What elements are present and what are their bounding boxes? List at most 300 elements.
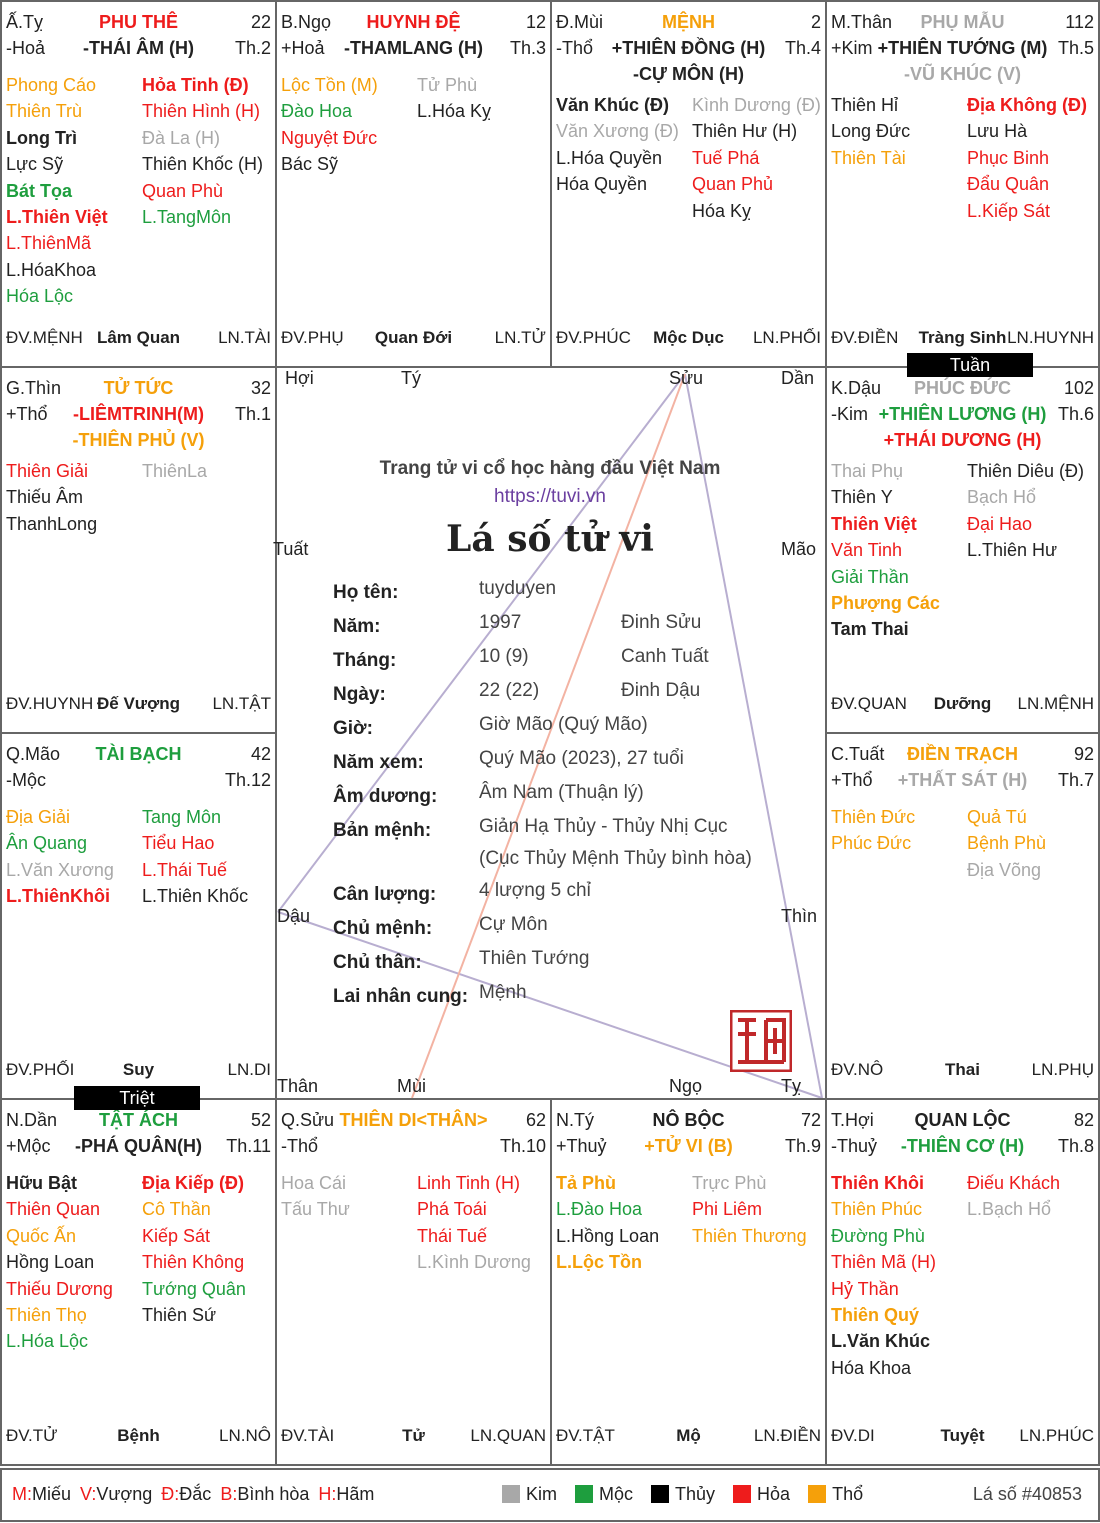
palace-footer — [281, 328, 546, 350]
star-item: Đường Phù — [831, 1225, 925, 1246]
star-item: Thai Phụ — [831, 461, 904, 481]
palace-header-left: -Mộc — [6, 770, 46, 790]
star-column — [6, 72, 142, 310]
palace-header-right: Th.1 — [234, 404, 271, 424]
star-column — [967, 458, 1100, 564]
star-item: Giải Thần — [831, 566, 909, 587]
palace-footer-right: LN.ĐIỀN — [753, 1426, 821, 1445]
legend-b-text: Bình hòa — [237, 1484, 310, 1504]
palace-q-mao — [0, 732, 277, 1100]
tuan-tag: Tuần — [907, 353, 1033, 377]
star-column — [967, 804, 1100, 883]
star-item: Địa Kiếp (Đ) — [142, 1173, 245, 1193]
palace-footer-right: LN.HUYNH — [1007, 328, 1094, 347]
star-item: Phượng Các — [831, 592, 940, 613]
color-swatch-icon — [502, 1485, 520, 1503]
info-value: Đinh Sửu — [621, 612, 702, 633]
legend-m-key: M: — [12, 1484, 32, 1504]
branch-suu: Sửu — [669, 368, 704, 388]
legend-element-name: Mộc — [599, 1484, 634, 1504]
palace-header-center: +THIÊN LƯƠNG (H) — [878, 404, 1047, 424]
info-label: Năm xem: — [333, 752, 424, 773]
palace-header-left: -Thổ — [556, 38, 594, 58]
star-column — [6, 1170, 142, 1355]
palace-header-center: +THIÊN ĐỒNG (H) — [611, 38, 766, 58]
star-item: Phục Binh — [967, 147, 1050, 168]
info-value: (Cục Thủy Mệnh Thủy bình hòa) — [479, 848, 752, 869]
star-item: Thiên Thọ — [6, 1304, 87, 1325]
palace-header-left: G.Thìn — [6, 378, 62, 398]
star-item: L.Bạch Hổ — [967, 1199, 1052, 1220]
palace-header-left: +Thổ — [6, 404, 48, 424]
star-item: Thiên Không — [142, 1252, 245, 1273]
palace-c-tuat — [825, 732, 1100, 1100]
palace-header-right: 82 — [1073, 1110, 1094, 1130]
star-item: Bác Sỹ — [281, 154, 339, 175]
palace-header-center: +TỬ VI (B) — [644, 1136, 733, 1156]
palace-footer-center: Tử — [402, 1426, 425, 1445]
star-item: ThanhLong — [6, 513, 98, 534]
star-item: Linh Tinh (H) — [417, 1173, 521, 1193]
star-item: Thiên Việt — [831, 513, 917, 534]
palace-header-right: 32 — [250, 378, 271, 398]
palace-header-center: -THÁI ÂM (H) — [83, 38, 194, 58]
palace-header-right: 52 — [250, 1110, 271, 1130]
star-column — [142, 72, 277, 230]
star-item: Kình Dương (Đ) — [692, 95, 821, 115]
star-item: Quan Phủ — [692, 174, 774, 195]
star-item: Tang Môn — [142, 807, 222, 827]
star-item: L.Hồng Loan — [556, 1225, 660, 1246]
palace-header-left: +Thổ — [831, 770, 873, 790]
info-value: Mệnh — [479, 982, 527, 1003]
palace-footer-right: LN.TÀI — [218, 328, 271, 347]
palace-footer-left: ĐV.PHÚC — [556, 328, 631, 347]
star-item: Kiếp Sát — [142, 1225, 211, 1246]
palace-header-center: MỆNH — [662, 12, 715, 32]
palace-header-right: Th.4 — [784, 38, 821, 58]
info-value: tuyduyen — [479, 578, 557, 599]
info-label: Bản mệnh: — [333, 820, 432, 841]
palace-footer-left: ĐV.ĐIỀN — [831, 328, 899, 347]
palace-footer-center: Bệnh — [117, 1426, 160, 1445]
star-item: L.Hóa Lộc — [6, 1331, 89, 1352]
branch-mao: Mão — [781, 539, 817, 559]
info-label: Ngày: — [333, 684, 386, 705]
palace-header-right: 2 — [810, 12, 821, 32]
palace-header-center: PHÚC ĐỨC — [914, 378, 1011, 398]
palace-header-center: -CỰ MÔN (H) — [633, 64, 744, 84]
star-column — [831, 804, 967, 857]
star-column — [417, 72, 552, 125]
palace-header-right: 62 — [525, 1110, 546, 1130]
star-item: Quan Phù — [142, 180, 224, 201]
star-item: Tam Thai — [831, 619, 909, 640]
palace-footer — [556, 1426, 821, 1448]
star-item: Địa Võng — [967, 859, 1042, 880]
legend-m-text: Miếu — [32, 1484, 72, 1504]
legend-h-key: H: — [318, 1484, 337, 1504]
palace-footer-left: ĐV.TẬT — [556, 1426, 615, 1445]
info-value: Cự Môn — [479, 914, 548, 935]
star-item: Hữu Bật — [6, 1173, 78, 1193]
palace-footer-left: ĐV.TÀI — [281, 1426, 335, 1445]
palace-header-left: N.Dần — [6, 1110, 58, 1130]
palace-footer-left: ĐV.TỬ — [6, 1426, 58, 1445]
star-item: Thiên Trù — [6, 101, 83, 122]
palace-header-right: Th.12 — [224, 770, 271, 790]
palace-footer-right: LN.PHỐI — [752, 328, 821, 347]
palace-header-right: 42 — [250, 744, 271, 764]
star-item: L.Hóa Kỵ — [417, 101, 492, 122]
star-item: L.Thái Tuế — [142, 859, 228, 880]
palace-header-right: 22 — [250, 12, 271, 32]
star-column — [967, 1170, 1100, 1223]
palace-header-right: 72 — [800, 1110, 821, 1130]
info-value: 22 (22) — [479, 680, 540, 701]
star-column — [692, 1170, 827, 1249]
info-value: 1997 — [479, 612, 522, 633]
triet-tag: Triệt — [74, 1086, 200, 1110]
chart-number: Lá số #40853 — [972, 1484, 1082, 1504]
star-item: Lộc Tồn (M) — [281, 75, 378, 95]
star-item: Thiên Diêu (Đ) — [967, 461, 1085, 481]
palace-header-center: +THÁI DƯƠNG (H) — [883, 430, 1042, 450]
star-column — [556, 1170, 692, 1276]
legend-v-key: V: — [80, 1484, 97, 1504]
legend-elements — [502, 1484, 881, 1505]
star-item: L.Thiên Khốc — [142, 886, 249, 907]
palace-header-center: +THẤT SÁT (H) — [897, 770, 1028, 790]
star-item: Văn Khúc (Đ) — [556, 95, 670, 115]
palace-header-left: Q.Sửu — [281, 1110, 335, 1130]
palace-footer-center: Mộc Dục — [653, 328, 724, 347]
star-item: L.Thiên Việt — [6, 206, 108, 227]
star-item: Thiên Giải — [6, 461, 89, 481]
palace-header-right: Th.11 — [226, 1136, 271, 1156]
palace-footer-right: LN.NÔ — [219, 1426, 271, 1445]
star-item: Đà La (H) — [142, 127, 221, 148]
star-item: Long Đức — [831, 121, 911, 142]
palace-footer — [556, 328, 821, 350]
palace-footer-right: LN.PHÚC — [1019, 1426, 1094, 1445]
palace-header-center: PHU THÊ — [98, 12, 178, 32]
info-label: Lai nhân cung: — [333, 986, 469, 1007]
palace-at-ty — [0, 0, 277, 368]
palace-header-center: NÔ BỘC — [652, 1110, 725, 1130]
palace-t-hoi — [825, 1098, 1100, 1466]
palace-footer-right: LN.DI — [227, 1060, 271, 1079]
palace-footer-left: ĐV.PHỤ — [281, 328, 344, 347]
palace-header-left: -Thuỷ — [831, 1136, 878, 1156]
star-item: Tiểu Hao — [142, 833, 215, 854]
star-item: Lực Sỹ — [6, 154, 64, 175]
palace-footer-center: Dưỡng — [933, 694, 992, 713]
legend-element-name: Hỏa — [757, 1484, 791, 1504]
palace-header-right: Th.3 — [509, 38, 546, 58]
palace-header-center: -THAMLANG (H) — [344, 38, 483, 58]
star-item: Bạch Hổ — [967, 487, 1037, 508]
palace-header-left: -Kim — [831, 404, 868, 424]
star-item: Tử Phù — [417, 75, 478, 95]
star-item: Thiên Hư (H) — [692, 121, 798, 142]
palace-footer-right: LN.TẬT — [212, 694, 271, 713]
palace-header-left: K.Dậu — [831, 378, 882, 398]
palace-header-center: THIÊN DI<THÂN> — [339, 1110, 488, 1130]
palace-header-center: +THIÊN TƯỚNG (M) — [877, 38, 1048, 58]
info-value: Thiên Tướng — [479, 948, 590, 969]
legend-b-key: B: — [220, 1484, 238, 1504]
palace-header-center: HUYNH ĐỆ — [366, 12, 461, 32]
palace-header-center: TẬT ÁCH — [99, 1110, 178, 1130]
star-item: L.ThiênMã — [6, 233, 92, 254]
legend-element — [651, 1484, 715, 1504]
palace-header-right: 112 — [1065, 12, 1094, 32]
site-url-link[interactable]: https://tuvi.vn — [494, 486, 606, 507]
star-column — [6, 804, 142, 910]
legend-element-name: Thủy — [675, 1484, 716, 1504]
legend-element — [502, 1484, 557, 1504]
palace-footer-right: LN.TỬ — [494, 328, 546, 347]
star-item: Phi Liêm — [692, 1199, 763, 1220]
star-item: Cô Thần — [142, 1199, 211, 1220]
palace-header-right: Th.8 — [1057, 1136, 1094, 1156]
star-item: Nguyệt Đức — [281, 127, 378, 148]
legend-strength — [12, 1484, 374, 1505]
seal-icon — [730, 1010, 792, 1072]
star-item: Hóa Quyền — [556, 174, 648, 195]
star-item: Tướng Quân — [142, 1278, 246, 1299]
star-item: Thiên Y — [831, 487, 893, 508]
star-column — [831, 92, 967, 171]
palace-k-dau — [825, 366, 1100, 734]
star-item: Phong Cáo — [6, 75, 97, 95]
star-item: Bệnh Phù — [967, 833, 1047, 854]
star-column — [967, 92, 1100, 224]
palace-header-left: C.Tuất — [831, 744, 885, 764]
info-label: Họ tên: — [333, 582, 399, 603]
palace-n-ty — [550, 1098, 827, 1466]
palace-q-suu — [275, 1098, 552, 1466]
legend-element-name: Kim — [526, 1484, 557, 1504]
palace-header-center: QUAN LỘC — [914, 1110, 1011, 1130]
legend-d-key: Đ: — [161, 1484, 180, 1504]
palace-footer-center: Lâm Quan — [96, 328, 181, 347]
star-item: Thiếu Âm — [6, 487, 84, 508]
palace-header-center: -THIÊN PHỦ (V) — [72, 430, 205, 450]
star-item: Thiên Đức — [831, 807, 916, 827]
legend-v-text: Vượng — [96, 1484, 153, 1504]
palace-header-right: Th.6 — [1057, 404, 1094, 424]
star-item: Lưu Hà — [967, 121, 1028, 142]
palace-header-center: TỬ TỨC — [103, 378, 174, 398]
star-column — [281, 1170, 417, 1223]
star-item: Hóa Lộc — [6, 286, 74, 307]
palace-footer — [6, 1426, 271, 1448]
branch-than: Thân — [277, 1076, 319, 1096]
palace-b-ngo — [275, 0, 552, 368]
palace-g-thin — [0, 366, 277, 734]
palace-header-right: 92 — [1073, 744, 1094, 764]
palace-footer-right: LN.PHỤ — [1031, 1060, 1094, 1079]
legend-element — [733, 1484, 790, 1504]
palace-header-right: 102 — [1063, 378, 1094, 398]
palace-header-left: B.Ngọ — [281, 12, 332, 32]
star-item: Địa Giải — [6, 807, 71, 827]
palace-footer — [831, 694, 1094, 716]
info-label: Năm: — [333, 616, 381, 637]
palace-header-right: Th.7 — [1057, 770, 1094, 790]
branch-dau: Dậu — [277, 906, 311, 926]
star-item: Phá Toái — [417, 1199, 487, 1220]
palace-footer-left: ĐV.DI — [831, 1426, 875, 1445]
info-value: Giản Hạ Thủy - Thủy Nhị Cục — [479, 816, 728, 837]
star-item: Đại Hao — [967, 513, 1033, 534]
palace-footer — [6, 694, 271, 716]
palace-header-right: 12 — [525, 12, 546, 32]
star-item: Văn Tinh — [831, 540, 903, 561]
palace-footer-left: ĐV.NÔ — [831, 1060, 884, 1079]
star-item: Thiên Phúc — [831, 1199, 923, 1220]
star-item: Thiên Mã (H) — [831, 1252, 937, 1273]
branch-hoi: Hợi — [285, 368, 314, 388]
star-item: Thái Tuế — [417, 1225, 488, 1246]
chart-title: Lá số tử vi — [446, 518, 654, 560]
palace-footer — [6, 1060, 271, 1082]
star-column — [556, 92, 692, 198]
star-column — [281, 72, 417, 178]
star-item: Tả Phù — [556, 1173, 617, 1193]
star-item: Thiên Hỉ — [831, 95, 899, 115]
star-item: L.Lộc Tồn — [556, 1252, 642, 1273]
palace-footer-center: Tuyệt — [940, 1426, 985, 1445]
info-label: Chủ thân: — [333, 952, 422, 973]
branch-ty2: Tỵ — [781, 1076, 801, 1096]
star-item: L.Hóa Quyền — [556, 147, 663, 168]
star-item: Phúc Đức — [831, 833, 912, 854]
palace-n-dan — [0, 1098, 277, 1466]
palace-header-left: Đ.Mùi — [556, 12, 604, 32]
star-item: Địa Không (Đ) — [967, 95, 1087, 115]
legend-element — [808, 1484, 863, 1504]
color-swatch-icon — [575, 1485, 593, 1503]
palace-header-center: -THIÊN CƠ (H) — [900, 1136, 1025, 1156]
palace-d-mui — [550, 0, 827, 368]
palace-footer-right: LN.MỆNH — [1017, 694, 1094, 713]
info-value: Âm Nam (Thuận lý) — [479, 782, 644, 803]
star-item: Long Trì — [6, 127, 77, 148]
palace-footer-center: Đế Vượng — [97, 694, 180, 713]
star-item: Thiếu Dương — [6, 1278, 113, 1299]
palace-header-left: -Thổ — [281, 1136, 319, 1156]
star-item: L.TangMôn — [142, 206, 232, 227]
site-title: Trang tử vi cổ học hàng đầu Việt Nam — [379, 458, 721, 479]
palace-header-left: +Mộc — [6, 1136, 51, 1156]
star-column — [417, 1170, 552, 1276]
info-value: 4 lượng 5 chỉ — [479, 880, 591, 901]
palace-footer-left: ĐV.PHỐI — [6, 1060, 75, 1079]
star-item: Thiên Quan — [6, 1199, 101, 1220]
info-label: Âm dương: — [333, 786, 438, 807]
palace-header-center: PHỤ MẪU — [920, 12, 1005, 32]
star-item: Đào Hoa — [281, 101, 353, 122]
legend-bar — [0, 1468, 1100, 1522]
palace-header-left: N.Tý — [556, 1110, 594, 1130]
branch-dan: Dần — [781, 368, 815, 388]
star-item: Thiên Hình (H) — [142, 101, 261, 122]
star-item: Trực Phù — [692, 1173, 767, 1193]
star-item: ThiênLa — [142, 461, 208, 481]
star-item: Thiên Thương — [692, 1225, 807, 1246]
palace-footer — [831, 1426, 1094, 1448]
star-item: L.Văn Khúc — [831, 1331, 931, 1352]
color-swatch-icon — [808, 1485, 826, 1503]
star-item: L.Văn Xương — [6, 859, 114, 880]
star-item: Thiên Quý — [831, 1304, 920, 1325]
color-swatch-icon — [733, 1485, 751, 1503]
star-item: Tấu Thư — [281, 1199, 350, 1220]
info-label: Cân lượng: — [333, 884, 437, 905]
info-value: Canh Tuất — [621, 646, 709, 667]
star-item: Ân Quang — [6, 833, 88, 854]
info-value: Quý Mão (2023), 27 tuổi — [479, 748, 684, 769]
star-item: Hóa Khoa — [831, 1357, 912, 1378]
palace-footer — [281, 1426, 546, 1448]
info-label: Tháng: — [333, 650, 397, 671]
star-item: Hoa Cái — [281, 1173, 347, 1193]
palace-footer-left: ĐV.QUAN — [831, 694, 907, 713]
star-item: L.Kình Dương — [417, 1252, 531, 1273]
palace-footer — [831, 1060, 1094, 1082]
palace-header-center: TÀI BẠCH — [95, 744, 182, 764]
star-item: Quả Tú — [967, 807, 1027, 827]
star-item: Đẩu Quân — [967, 174, 1050, 195]
palace-footer-center: Tràng Sinh — [918, 328, 1007, 347]
color-swatch-icon — [651, 1485, 669, 1503]
info-label: Giờ: — [333, 718, 373, 739]
palace-footer-center: Quan Đới — [374, 328, 453, 347]
info-label: Chủ mệnh: — [333, 918, 433, 939]
legend-element — [575, 1484, 633, 1504]
star-column — [831, 1170, 967, 1381]
legend-d-text: Đắc — [179, 1484, 212, 1504]
palace-header-left: +Hoả — [281, 38, 325, 58]
star-column — [831, 458, 967, 643]
star-item: Hóa Kỵ — [692, 200, 752, 221]
branch-thin: Thìn — [781, 906, 818, 926]
palace-footer-center: Mộ — [676, 1426, 701, 1445]
palace-footer-left: ĐV.MỆNH — [6, 328, 83, 347]
palace-header-right: Th.10 — [499, 1136, 546, 1156]
palace-header-left: +Kim — [831, 38, 873, 58]
star-item: Thiên Khôi — [831, 1173, 924, 1193]
palace-header-right: Th.9 — [784, 1136, 821, 1156]
palace-footer-center: Thai — [945, 1060, 980, 1079]
star-item: Thiên Tài — [831, 147, 906, 168]
palace-m-than — [825, 0, 1100, 368]
palace-header-left: Q.Mão — [6, 744, 61, 764]
palace-footer-right: LN.QUAN — [470, 1426, 546, 1445]
star-item: Tuế Phá — [692, 147, 760, 168]
star-item: L.Thiên Hư — [967, 540, 1058, 561]
star-item: Quốc Ấn — [6, 1225, 77, 1246]
star-item: L.ThiênKhôi — [6, 886, 110, 907]
branch-ngo: Ngọ — [669, 1076, 703, 1096]
star-column — [142, 1170, 277, 1328]
star-column — [142, 458, 277, 484]
legend-element-name: Thổ — [832, 1484, 864, 1504]
star-item: Hồng Loan — [6, 1252, 95, 1273]
